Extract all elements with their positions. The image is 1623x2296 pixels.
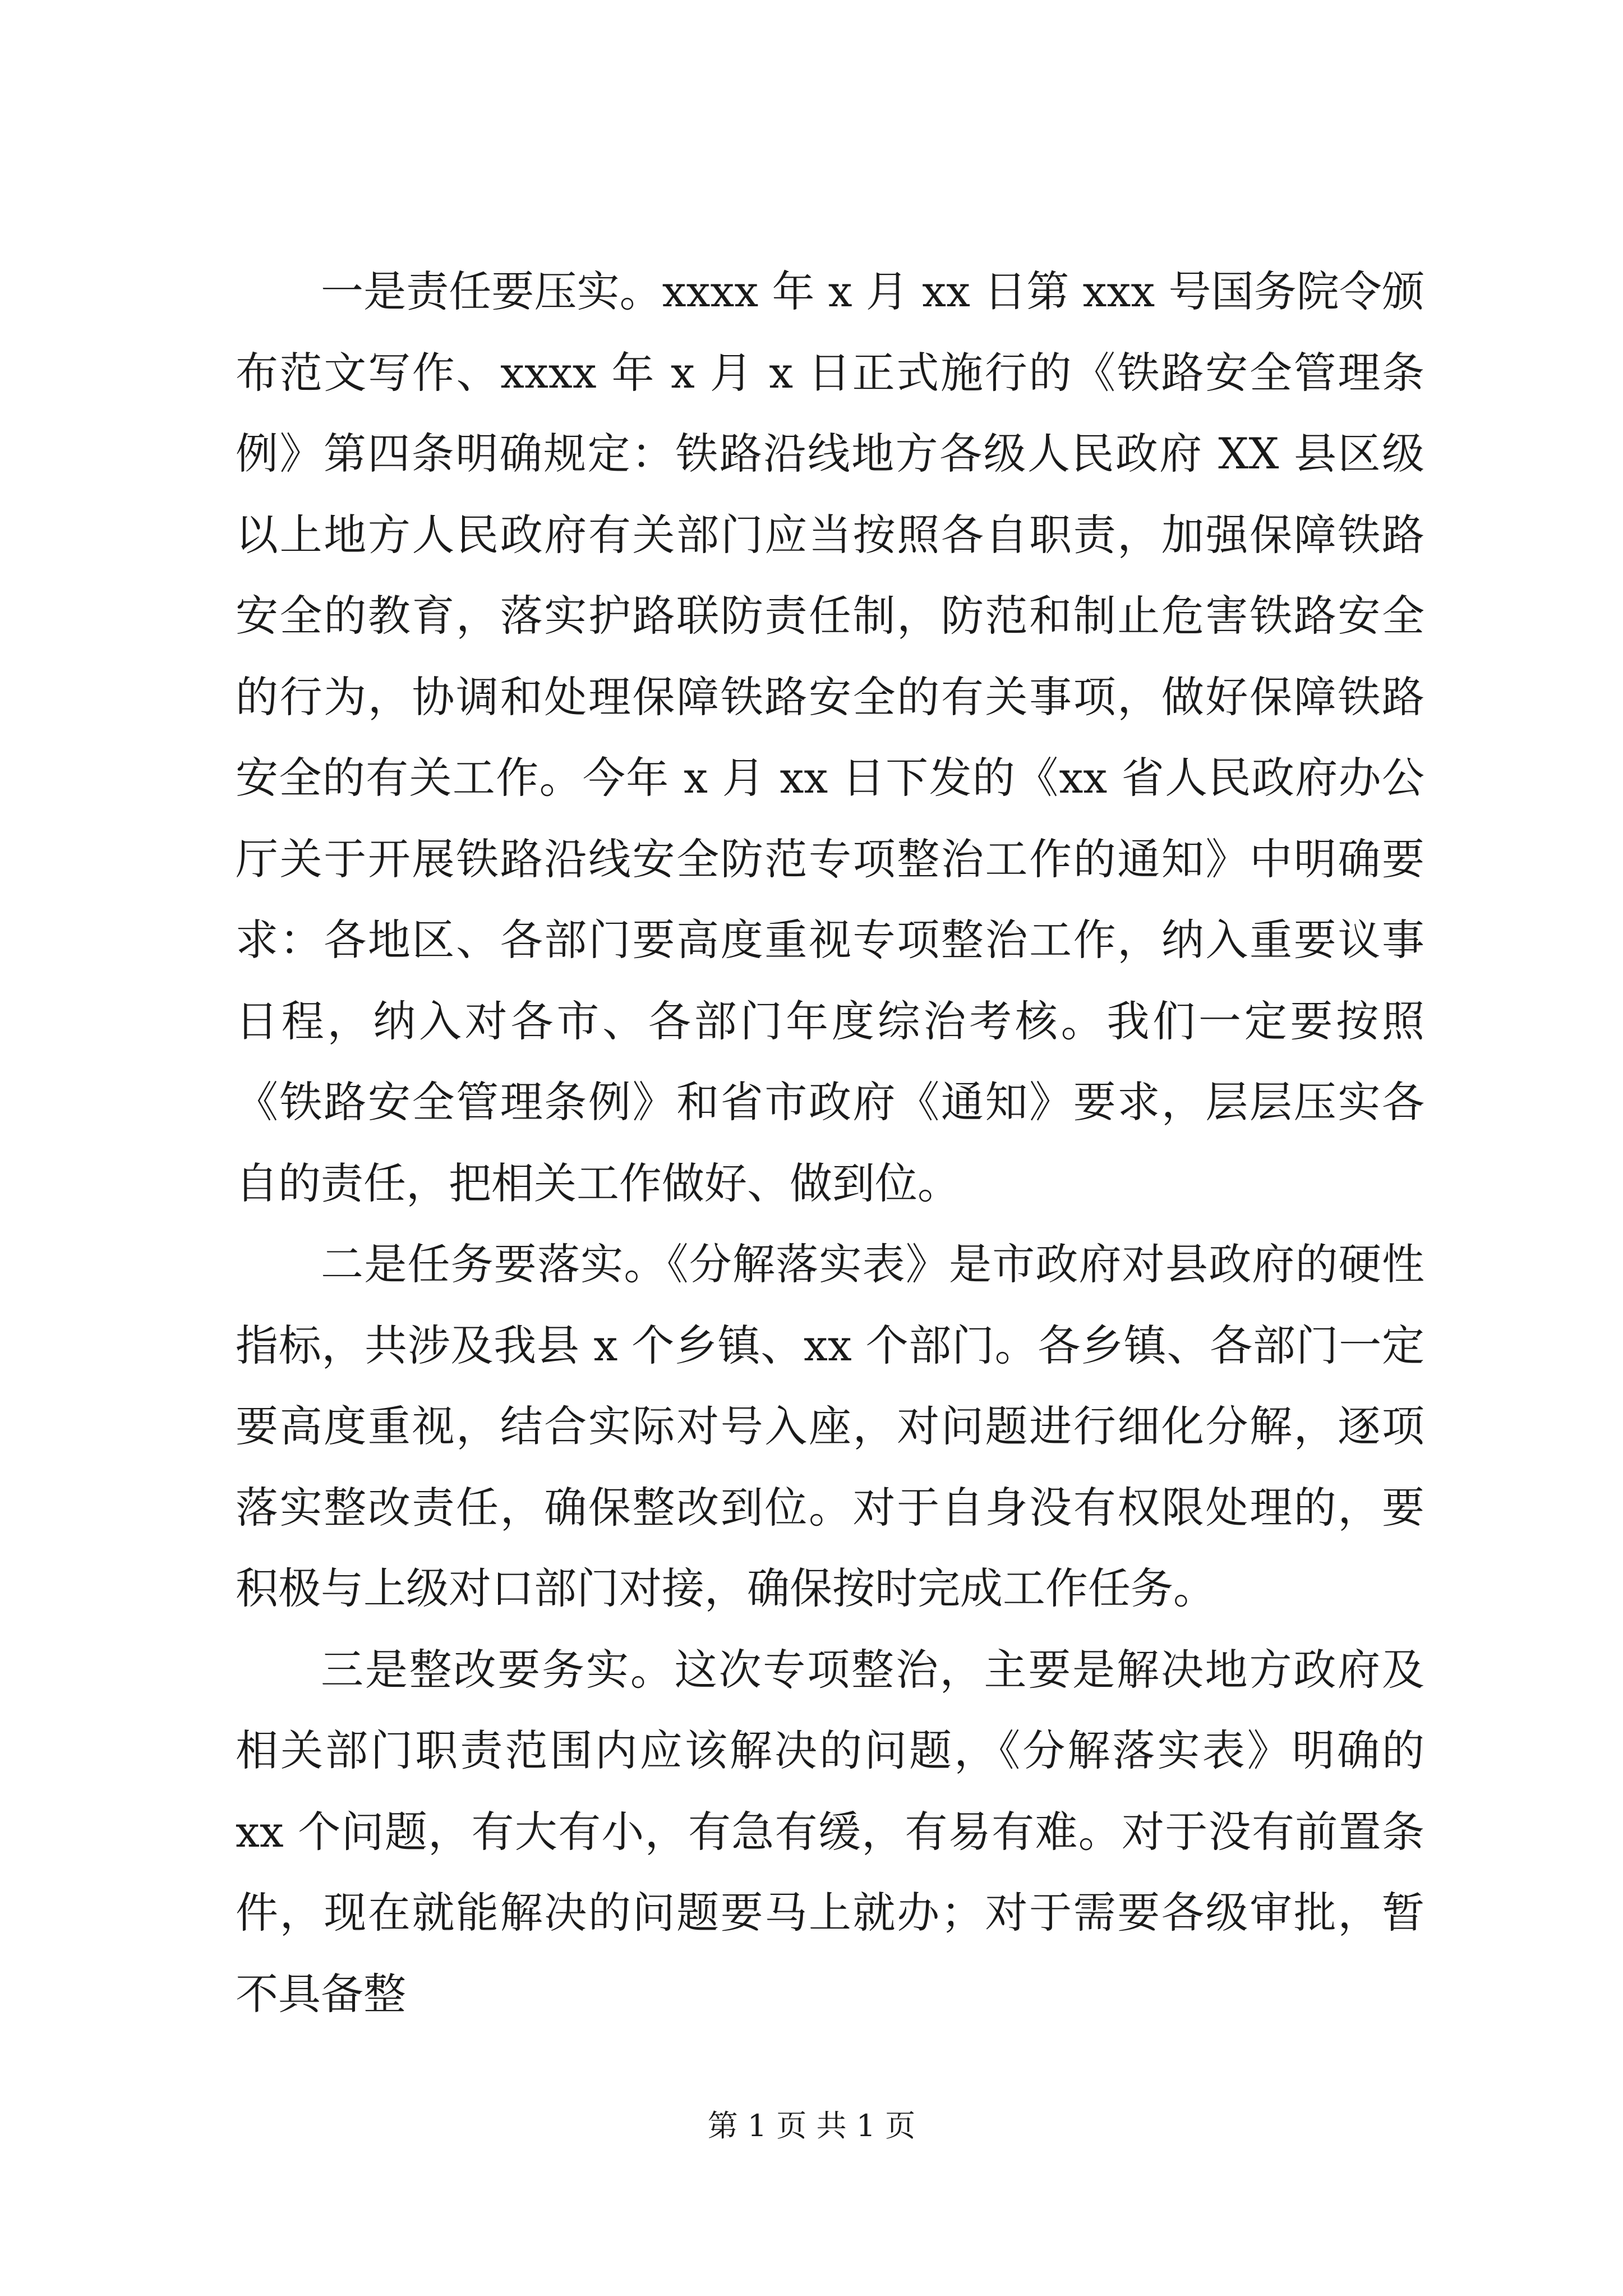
document-body xyxy=(236,251,1424,2035)
paragraph-rectification: 三是整改要务实。这次专项整治，主要是解决地方政府及相关部门职责范围内应该解决的问题，《分解落实表》明确的 xx 个问题，有大有小，有急有缓，有易有难。对于没有前置条件，现在就能解决的问题要马上就办；对于需要各级审批，暂不具备整 xyxy=(236,1644,1424,2019)
paragraph-responsibility: 一是责任要压实。xxxx 年 x 月 xx 日第 xxx 号国务院令颁布范文写作、xxxx 年 x 月 x 日正式施行的《铁路安全管理条例》第四条明确规定：铁路沿线地方各级人民政府 XX 县区级以上地方人民政府有关部门应当按照各自职责，加强保障铁路安全的教育，落实护路联防责任制，防范和制止危害铁路安全的行为，协调和处理保障铁路安全的有关事项，做好保障铁路安全的有关工作。今年 x 月 xx 日下发的《xx 省人民政府办公厅关于开展铁路沿线安全防范专项整治工作的通知》中明确要求：各地区、各部门要高度重视专项整治工作，纳入重要议事日程，纳入对各市、各部门年度综治考核。我们一定要按照《铁路安全管理条例》和省市政府《通知》要求，层层压实各自的责任，把相关工作做好、做到位。 xyxy=(236,266,1424,1208)
paragraph-tasks: 二是任务要落实。《分解落实表》是市政府对县政府的硬性指标，共涉及我县 x 个乡镇、xx 个部门。各乡镇、各部门一定要高度重视，结合实际对号入座，对问题进行细化分解，逐项落实整改责任，确保整改到位。对于自身没有权限处理的，要积极与上级对口部门对接，确保按时完成工作任务。 xyxy=(236,1239,1424,1613)
page-footer: 第 1 页 共 1 页 xyxy=(707,2108,916,2143)
